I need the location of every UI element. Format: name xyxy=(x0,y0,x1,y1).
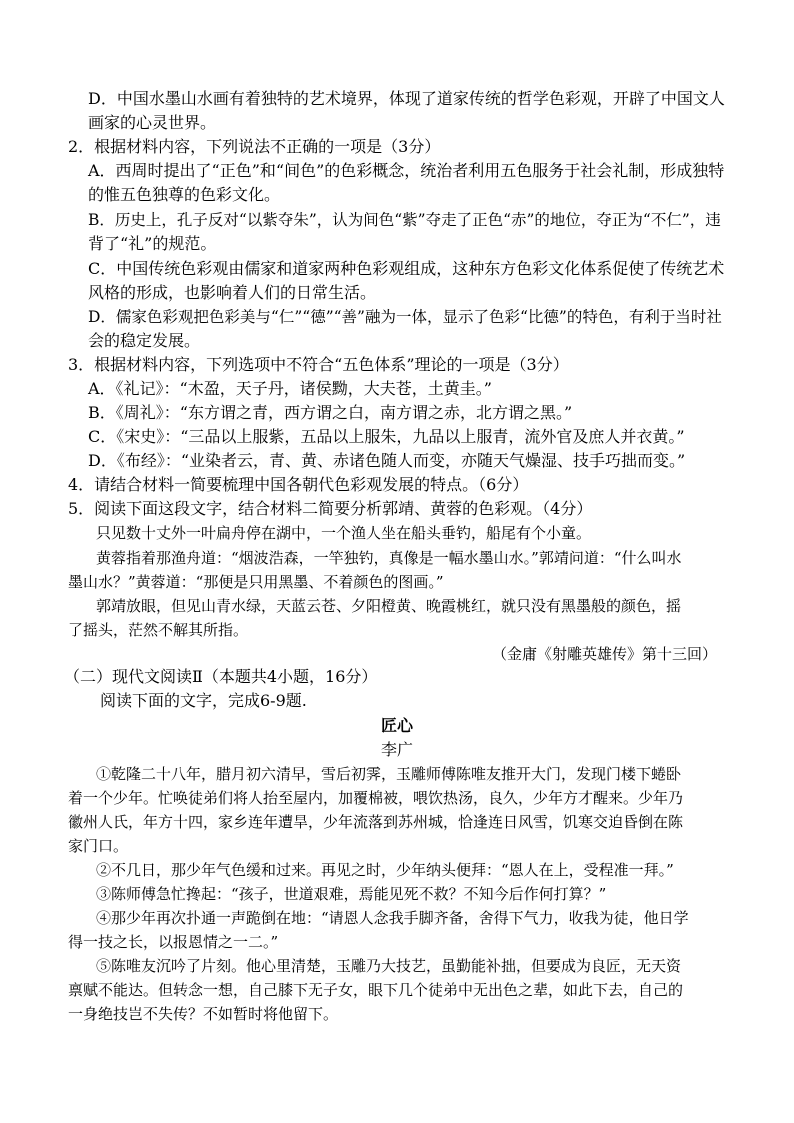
q2-option-b-line-2: 背了“礼”的规范。 xyxy=(88,234,217,253)
para-2: ②不几日，那少年气色缓和过来。再见之时，少年纳头便拜：“恩人在上，受程准一拜。” xyxy=(96,861,674,879)
option-d-line-1: D．中国水墨山水画有着独特的艺术境界，体现了道家传统的哲学色彩观，开辟了中国文人 xyxy=(88,89,725,108)
question-4: 4．请结合材料一简要梳理中国各朝代色彩观发展的特点。（6分） xyxy=(68,475,529,494)
para-1-line-1: ①乾隆二十八年，腊月初六清早，雪后初霁，玉雕师傅陈唯友推开大门，发现门楼下蜷卧 xyxy=(96,765,682,783)
q2-option-a-line-2: 的惟五色独尊的色彩文化。 xyxy=(88,185,281,204)
q2-option-d-line-2: 会的稳定发展。 xyxy=(88,331,201,350)
excerpt-source: （金庸《射雕英雄传》第十三回） xyxy=(492,645,718,663)
q2-option-c-line-1: C．中国传统色彩观由儒家和道家两种色彩观组成，这种东方色彩文化体系促使了传统艺术 xyxy=(88,259,725,278)
para-4-line-2: 得一技之长，以报恩情之一二。” xyxy=(68,933,279,951)
q2-option-a-line-1: A．西周时提出了“正色”和“间色”的色彩概念，统治者利用五色服务于社会礼制，形成独特 xyxy=(88,161,725,180)
para-5-line-1: ⑤陈唯友沉吟了片刻。他心里清楚，玉雕乃大技艺，虽勤能补拙，但要成为良匠，无天资 xyxy=(96,957,682,975)
para-3: ③陈师傅急忙搀起：“孩子，世道艰难，焉能见死不救？不知今后作何打算？” xyxy=(96,885,607,903)
question-5: 5．阅读下面这段文字，结合材料二简要分析郭靖、黄蓉的色彩观。（4分） xyxy=(68,499,593,518)
q3-option-c: C．《宋史》：“三品以上服紫，五品以上服朱，九品以上服青，流外官及庶人并衣黄。” xyxy=(88,427,685,446)
excerpt-line-5: 了摇头，茫然不解其所指。 xyxy=(68,621,249,639)
excerpt-line-4: 郭靖放眼，但见山青水绿，天蓝云苍、夕阳橙黄、晚霞桃红，就只没有黑墨般的颜色，摇 xyxy=(96,597,682,615)
reading-instruction: 阅读下面的文字，完成6-9题. xyxy=(100,691,307,710)
q3-option-d: D．《布经》：“业染者云，青、黄、赤诸色随人而变，亦随天气燥湿、技手巧拙而变。” xyxy=(88,451,686,470)
question-2: 2．根据材料内容，下列说法不正确的一项是（3分） xyxy=(68,137,441,156)
article-title: 匠心 xyxy=(381,716,414,735)
question-3: 3．根据材料内容，下列选项中不符合“五色体系”理论的一项是（3分） xyxy=(68,355,569,374)
para-4-line-1: ④那少年再次扑通一声跪倒在地：“请恩人念我手脚齐备，舍得下气力，收我为徒，他日学 xyxy=(96,909,689,927)
q3-option-b: B．《周礼》：“东方谓之青，西方谓之白，南方谓之赤，北方谓之黑。” xyxy=(88,403,573,422)
para-1-line-2: 着一个少年。忙唤徒弟们将人抬至屋内，加覆棉被，喂饮热汤，良久，少年方才醒来。少年乃 xyxy=(68,789,684,807)
para-5-line-3: 一身绝技岂不失传？不如暂时将他留下。 xyxy=(68,1005,339,1023)
q2-option-d-line-1: D．儒家色彩观把色彩美与“仁”“德”“善”融为一体，显示了色彩“比德”的特色，有利于当时社 xyxy=(88,308,722,326)
section-heading: （二）现代文阅读Ⅱ（本题共4小题，16分） xyxy=(64,667,378,686)
option-d-line-2: 画家的心灵世界。 xyxy=(88,113,217,132)
excerpt-line-1: 只见数十丈外一叶扁舟停在湖中，一个渔人坐在船头垂钓，船尾有个小童。 xyxy=(96,524,592,542)
excerpt-line-3: 墨山水？”黄蓉道：“那便是只用黑墨、不着颜色的图画。” xyxy=(68,573,444,591)
para-1-line-4: 家门口。 xyxy=(68,837,129,855)
para-5-line-2: 禀赋不能达。但转念一想，自己膝下无子女，眼下几个徒弟中无出色之辈，如此下去，自己的 xyxy=(68,981,684,999)
article-author: 李广 xyxy=(381,740,414,759)
q2-option-c-line-2: 风格的形成，也影响着人们的日常生活。 xyxy=(88,283,377,302)
q2-option-b-line-1: B．历史上，孔子反对“以紫夺朱”，认为间色“紫”夺走了正色“赤”的地位，夺正为“不仁”，违 xyxy=(88,211,721,229)
excerpt-line-2: 黄蓉指着那渔舟道：“烟波浩森，一竿独钓，真像是一幅水墨山水。”郭靖问道：“什么叫水 xyxy=(96,549,682,567)
q3-option-a: A．《礼记》：“木盈，天子丹，诸侯黝，大夫苍，土黄圭。” xyxy=(88,379,492,398)
para-1-line-3: 徽州人氏，年方十四，家乡连年遭旱，少年流落到苏州城，恰逢连日风雪，饥寒交迫昏倒在陈 xyxy=(68,813,684,831)
